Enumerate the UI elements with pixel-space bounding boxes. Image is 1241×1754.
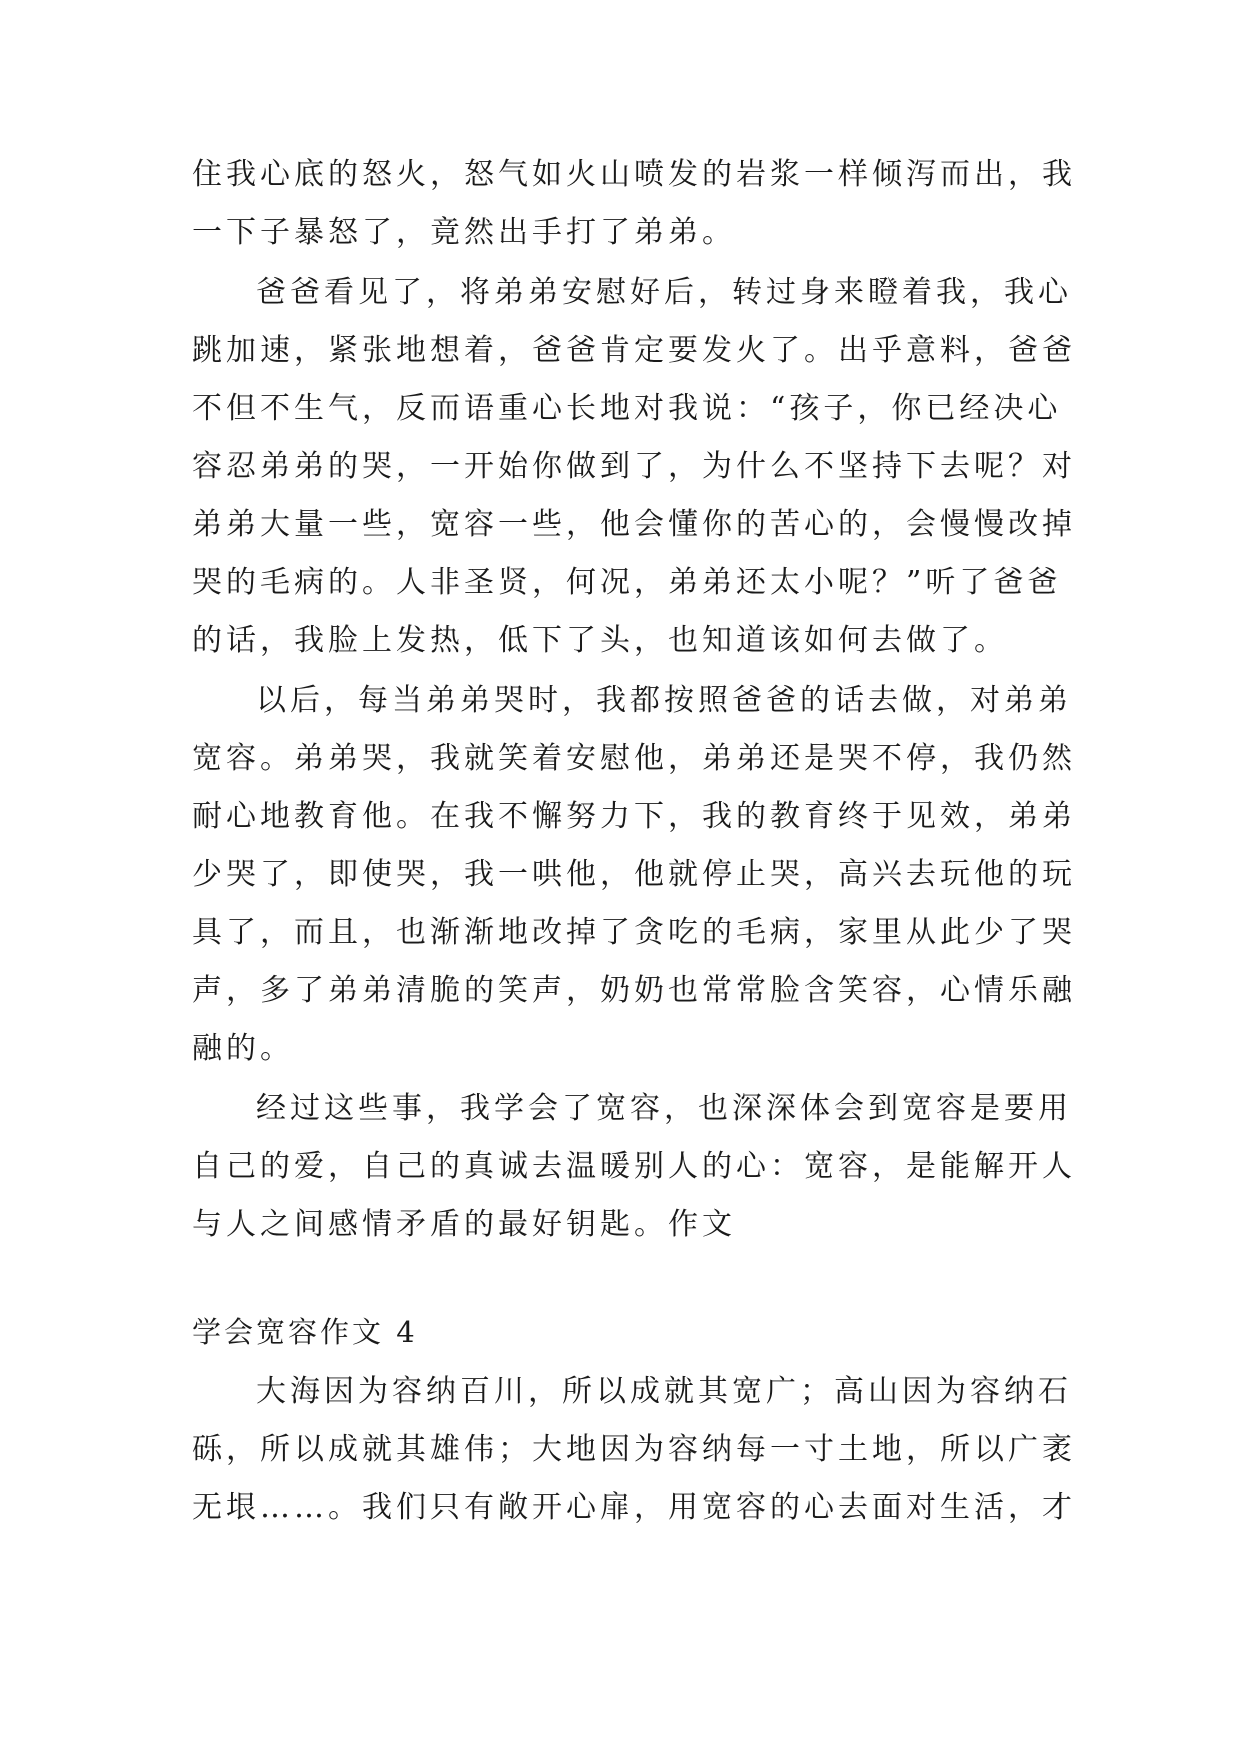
text-line: 无垠……。我们只有敞开心扉，用宽容的心去面对生活，才 <box>192 1490 1076 1525</box>
text-line: 一下子暴怒了，竟然出手打了弟弟。 <box>192 215 736 250</box>
text-line: 声，多了弟弟清脆的笑声，奶奶也常常脸含笑容，心情乐融 <box>192 973 1076 1008</box>
section-heading: 学会宽容作文 4 <box>192 1315 418 1349</box>
text-line: 不但不生气，反而语重心长地对我说：“孩子，你已经决心 <box>192 391 1062 426</box>
text-line: 融的。 <box>192 1031 294 1066</box>
text-line: 宽容。弟弟哭，我就笑着安慰他，弟弟还是哭不停，我仍然 <box>192 741 1076 776</box>
text-line: 弟弟大量一些，宽容一些，他会懂你的苦心的，会慢慢改掉 <box>192 507 1076 542</box>
text-line: 砾，所以成就其雄伟；大地因为容纳每一寸土地，所以广袤 <box>192 1432 1076 1467</box>
text-line: 具了，而且，也渐渐地改掉了贪吃的毛病，家里从此少了哭 <box>192 915 1076 950</box>
paragraph-first-line: 爸爸看见了，将弟弟安慰好后，转过身来瞪着我，我心 <box>256 275 1072 310</box>
text-line: 哭的毛病的。人非圣贤，何况，弟弟还太小呢？”听了爸爸 <box>192 565 1062 600</box>
text-line: 的话，我脸上发热，低下了头，也知道该如何去做了。 <box>192 623 1008 658</box>
paragraph-first-line: 以后，每当弟弟哭时，我都按照爸爸的话去做，对弟弟 <box>256 683 1072 718</box>
paragraph-first-line: 大海因为容纳百川，所以成就其宽广；高山因为容纳石 <box>256 1374 1072 1409</box>
text-line: 少哭了，即使哭，我一哄他，他就停止哭，高兴去玩他的玩 <box>192 857 1076 892</box>
text-line: 跳加速，紧张地想着，爸爸肯定要发火了。出乎意料，爸爸 <box>192 333 1076 368</box>
text-line: 耐心地教育他。在我不懈努力下，我的教育终于见效，弟弟 <box>192 799 1076 834</box>
text-line: 住我心底的怒火，怒气如火山喷发的岩浆一样倾泻而出，我 <box>192 157 1076 192</box>
text-line: 自己的爱，自己的真诚去温暖别人的心：宽容，是能解开人 <box>192 1149 1076 1184</box>
text-line: 与人之间感情矛盾的最好钥匙。作文 <box>192 1207 736 1242</box>
text-line: 容忍弟弟的哭，一开始你做到了，为什么不坚持下去呢？对 <box>192 449 1076 484</box>
paragraph-first-line: 经过这些事，我学会了宽容，也深深体会到宽容是要用 <box>256 1091 1072 1126</box>
